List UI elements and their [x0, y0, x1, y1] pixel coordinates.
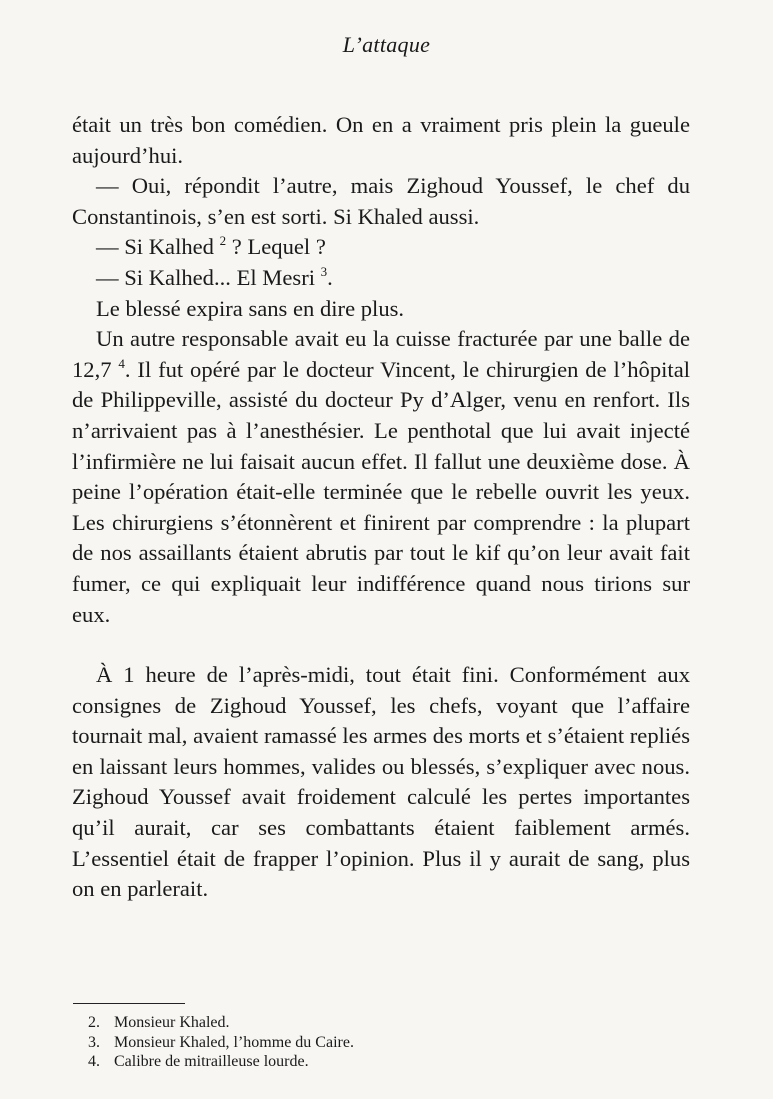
footnote-rule [73, 1003, 185, 1004]
paragraph-6-text: Un autre responsable avait eu la cuisse fracturée par une balle de 12,7 [72, 326, 690, 382]
footnote-4 [88, 1052, 688, 1072]
body-text [72, 110, 690, 905]
footnote-text: Calibre de mitrailleuse lourde. [114, 1053, 309, 1070]
paragraph-3 [72, 232, 690, 263]
footnotes [88, 1013, 688, 1072]
paragraph-3-tail: ? Lequel ? [226, 234, 326, 260]
footnote-number: 4. [88, 1053, 100, 1070]
footnote-2 [88, 1013, 688, 1033]
footnote-ref-3: 3 [320, 263, 328, 279]
paragraph-4-tail: . [327, 264, 333, 290]
footnote-text: Monsieur Khaled. [114, 1014, 230, 1031]
paragraph-2: — Oui, répondit l’autre, mais Zighoud Youssef, le chef du Constantinois, s’en est sorti. Si Khaled aussi. [72, 173, 690, 229]
footnote-ref-4: 4 [118, 355, 125, 371]
paragraph-6-tail: . Il fut opéré par le docteur Vincent, le chirurgien de l’hôpital de Philippeville, assisté du docteur Py d’Alger, venu en renfort. Ils n’arrivaient pas à l’anesthésier. Le penthotal que lui avait injecté l’infirmière ne lui faisait aucun effet. Il fallut une deuxième dose. À peine l’opération était-elle terminée que le rebelle ouvrit les yeux. Les chirurgiens s’étonnèrent et finirent par comprendre : la plupart de nos assaillants étaient abrutis par tout le kif qu’on leur avait fait fumer, ce qui expliquait leur indifférence quand nous tirions sur eux. [72, 356, 691, 627]
footnote-ref-2: 2 [219, 233, 227, 249]
paragraph-7: À 1 heure de l’après-midi, tout était fini. Conformément aux consignes de Zighoud Youssef, les chefs, voyant que l’affaire tournait mal, avaient ramassé les armes des morts et s’étaient repliés en laissant leurs hommes, valides ou blessés, s’expliquer avec nous. Zighoud Youssef avait froidement calculé les pertes importantes qu’il aurait, car ses combattants étaient faiblement armés. L’essentiel était de frapper l’opinion. Plus il y aurait de sang, plus on en parlerait. [72, 662, 690, 902]
paragraph-1: était un très bon comédien. On en a vraiment pris plein la gueule aujourd’hui. [72, 112, 690, 168]
paragraph-4-text: — Si Kalhed... El Mesri [96, 264, 321, 290]
paragraph-3-text: — Si Kalhed [96, 234, 220, 260]
footnote-3 [88, 1033, 688, 1053]
paragraph-6 [72, 324, 690, 630]
footnote-number: 3. [88, 1033, 100, 1051]
footnote-number: 2. [88, 1014, 100, 1031]
paragraph-5: Le blessé expira sans en dire plus. [96, 295, 405, 321]
running-head: L’attaque [342, 32, 431, 57]
footnote-text: Monsieur Khaled, l’homme du Caire. [114, 1033, 354, 1051]
paragraph-4 [72, 263, 690, 294]
